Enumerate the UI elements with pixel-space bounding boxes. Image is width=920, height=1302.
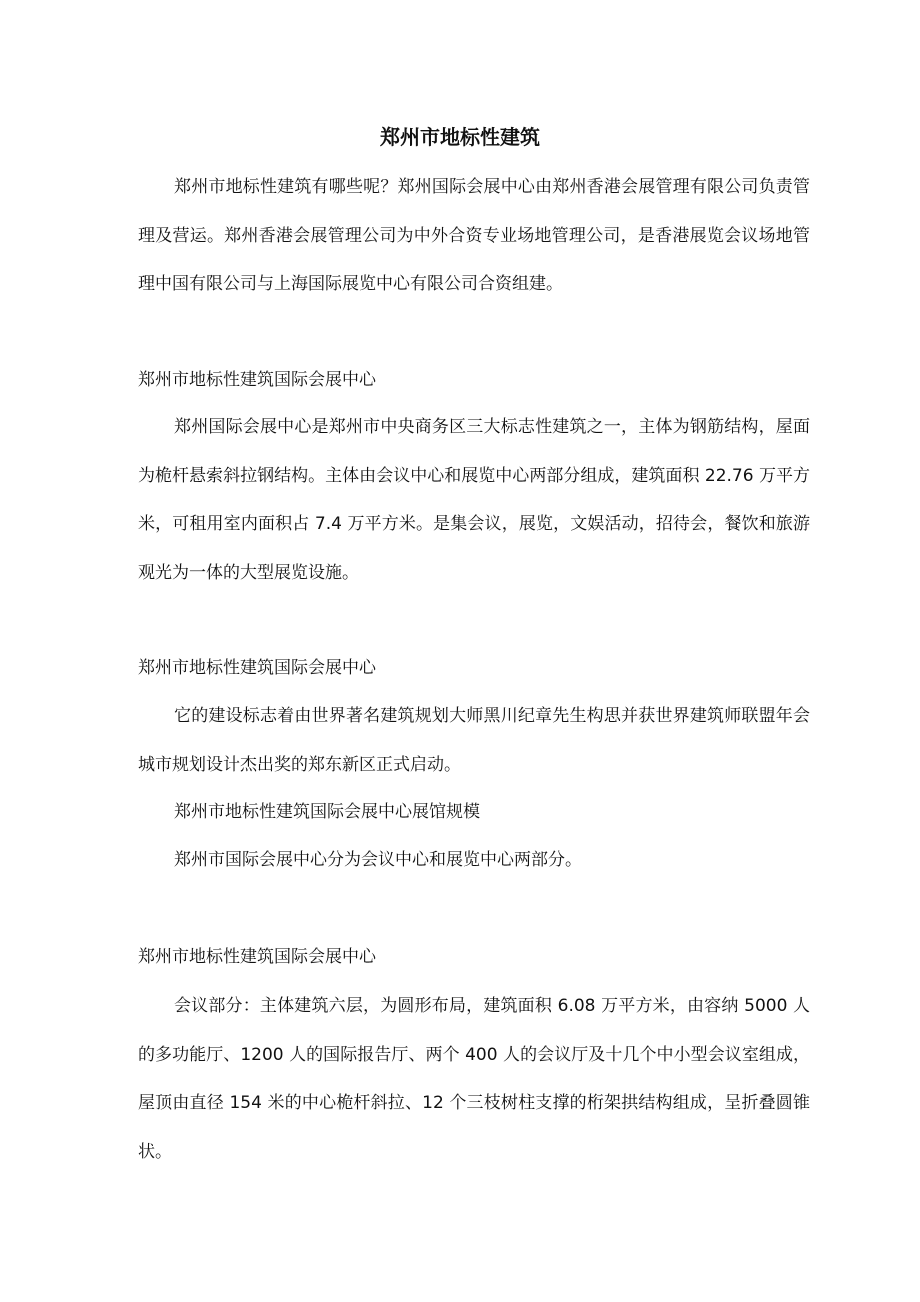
section-heading-2: 郑州市地标性建筑国际会展中心 — [138, 658, 376, 678]
section-note-2: 郑州市国际会展中心分为会议中心和展览中心两部分。 — [174, 850, 582, 870]
section-body-2: 它的建设标志着由世界著名建筑规划大师黑川纪章先生构思并获世界建筑师联盟年会城市规划设计杰出奖的郑东新区正式启动。 — [138, 706, 810, 775]
section-body-3: 会议部分：主体建筑六层，为圆形布局，建筑面积 6.08 万平方米，由容纳 5000 人的多功能厅、1200 人的国际报告厅、两个 400 人的会议厅及十几个中小型会议室组成，屋顶由直径 154 米的中心桅杆斜拉、12 个三枝树柱支撑的桁架拱结构组成，呈折叠圆锥状。 — [138, 996, 810, 1162]
document-title: 郑州市地标性建筑 — [380, 125, 540, 149]
section-subheading-2: 郑州市地标性建筑国际会展中心展馆规模 — [174, 802, 480, 822]
section-heading-1: 郑州市地标性建筑国际会展中心 — [138, 370, 376, 390]
section-heading-3: 郑州市地标性建筑国际会展中心 — [138, 947, 376, 967]
section-body-1: 郑州国际会展中心是郑州市中央商务区三大标志性建筑之一，主体为钢筋结构，屋面为桅杆悬索斜拉钢结构。主体由会议中心和展览中心两部分组成，建筑面积 22.76 万平方米，可租用室内面积占 7.4 万平方米。是集会议，展览，文娱活动，招待会，餐饮和旅游观光为一体的大型展览设施。 — [138, 417, 810, 583]
intro-paragraph: 郑州市地标性建筑有哪些呢？郑州国际会展中心由郑州香港会展管理有限公司负责管理及营运。郑州香港会展管理公司为中外合资专业场地管理公司，是香港展览会议场地管理中国有限公司与上海国际展览中心有限公司合资组建。 — [138, 177, 810, 294]
